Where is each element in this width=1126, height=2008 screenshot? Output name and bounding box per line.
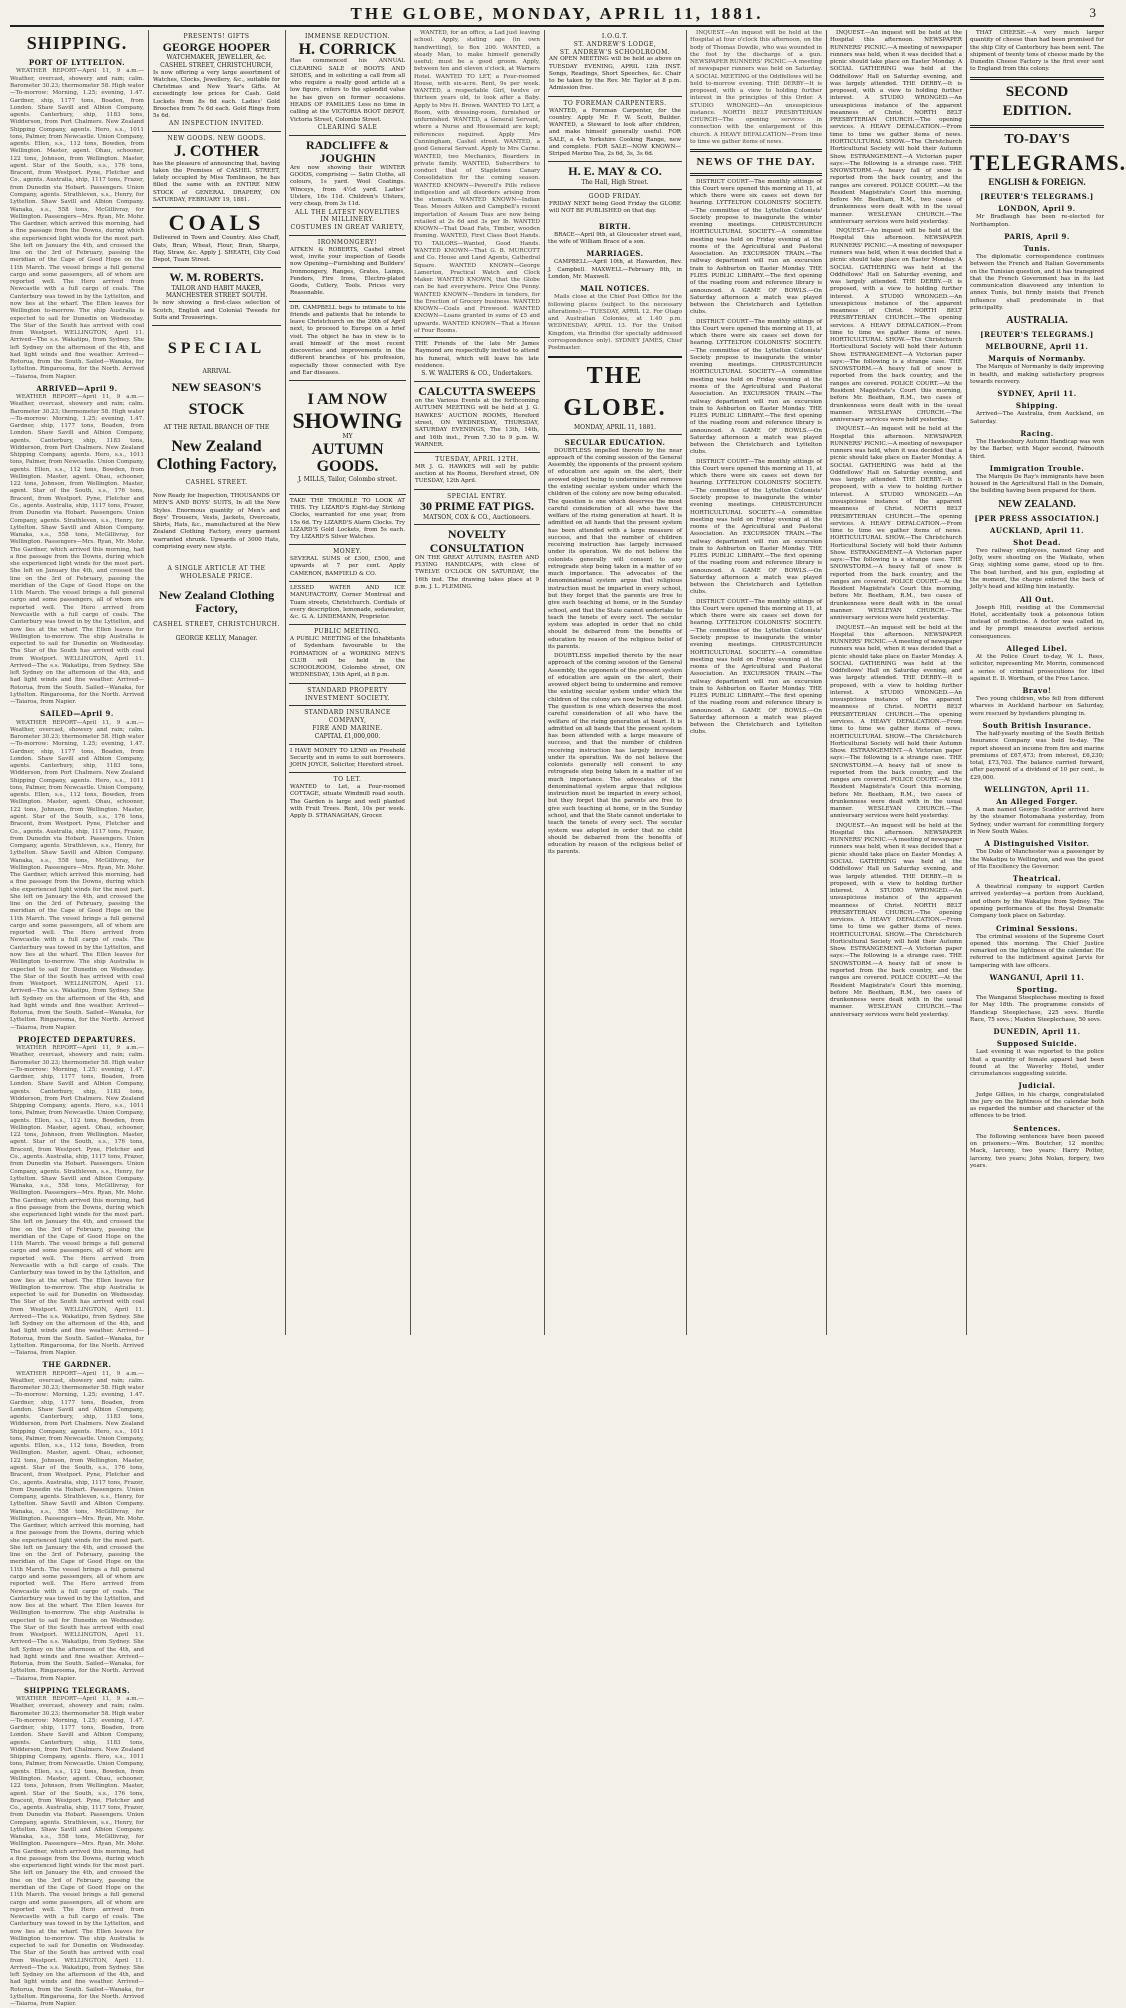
theatrical-heading: Theatrical. (1012, 874, 1062, 884)
shipping-text-repeat: WEATHER REPORT—April 11, 9 a.m.—Weather, overcast, showery and rain; calm. Barometer 30.23; thermometer 58. High water—To-morrow: Morning, 1.25; evening, 1.47. Gardner, ship, 1177 tons, Boaden, from London. Shaw Savill and Albion Company, agents. Canterbury, ship, 1183 tons, Widderson, from Port Chalmers. New Zealand Shipping Company, agents. Hero, s.s., 1011 tons, Palmer, from Newcastle. Union Company, agents. Ellen, s.s., 112 tons, Bowden, from Wellington. Master, agent. Ohau, schooner, 122 tons, Johnson, from Wellington. Master, agent. Star of the South, s.s., 176 tons, Bracent, from Westport. Pyne, Fletcher and Co., agents. Australia, ship, 1117 tons, Frazer, from Dunedin via Hobart. Passengers. Union Company, agents. Strathleven, s.s., Henry, for Lyttelton. Shaw Savill and Albion Company. Wanaka, s.s., 558 tons, McGillivray, for Wellington. Passengers—Mrs. Ryan, Mr. Mohr. The Gardner, which arrived this morning, had a fine passage from the Downs, during which she experienced light winds for the most part. She left on January the 4th, and crossed the line on the 3rd of February, passing the meridian of the Cape of Good Hope on the 11th March. The vessel brings a full general cargo and some passengers, all of whom are reported well. The Hero arrived from Newcastle with a full cargo of coals. The Canterbury was towed in by the Lyttelton, and now lies at the wharf. The Ellen leaves for Wellington to-morrow. The ship Australia is expected to sail for Dunedin on Wednesday. The Star of the South has arrived with coal from Westport. WELLINGTON, April 11. Arrived—The s.s. Wakatipu, from Sydney. She left Sydney on the afternoon of the 4th, and had light winds and fine weather. Arrived—Rotorua, from the South. Sailed—Wanaka, for Lyttelton. Ringarooma, for the North. Arrived—Taiaroa, from Napier. (10, 1370, 144, 1682)
shipping-text-repeat: WEATHER REPORT—April 11, 9 a.m.—Weather, overcast, showery and rain; calm. Barometer 30.23; thermometer 58. High water—To-morrow: Morning, 1.25; evening, 1.47. Gardner, ship, 1177 tons, Boaden, from London. Shaw Savill and Albion Company, agents. Canterbury, ship, 1183 tons, Widderson, from Port Chalmers. New Zealand Shipping Company, agents. Hero, s.s., 1011 tons, Palmer, from Newcastle. Union Company, agents. Ellen, s.s., 112 tons, Bowden, from Wellington. Master, agent. Ohau, schooner, 122 tons, Johnson, from Wellington. Master, agent. Star of the South, s.s., 176 tons, Bracent, from Westport. Pyne, Fletcher and Co., agents. Australia, ship, 1117 tons, Frazer, from Dunedin via Hobart. Passengers. Union Company, agents. Strathleven, s.s., Henry, for Lyttelton. Shaw Savill and Albion Company. Wanaka, s.s., 558 tons, McGillivray, for Wellington. Passengers—Mrs. Ryan, Mr. Mohr. The Gardner, which arrived this morning, had a fine passage from the Downs, during which she experienced light winds for the most part. She left on January the 4th, and crossed the line on the 3rd of February, passing the meridian of the Cape of Good Hope on the 11th March. The vessel brings a full general cargo and some passengers, all of whom are reported well. The Hero arrived from Newcastle with a full cargo of coals. The Canterbury was towed in by the Lyttelton, and now lies at the wharf. The Ellen leaves for Wellington to-morrow. The ship Australia is expected to sail for Dunedin on Wednesday. The Star of the South has arrived with coal from Westport. WELLINGTON, April 11. Arrived—The s.s. Wakatipu, from Sydney. She left Sydney on the afternoon of the 4th, and had light winds and fine weather. Arrived—Rotorua, from the South. Sailed—Wanaka, for Lyttelton. Ringarooma, for the North. Arrived—Taiaroa, from Napier. (10, 394, 144, 706)
lindemann-text: LESSED WATER AND ICE MANUFACTORY, Corner Montreal and Tuam streets, Christchurch. Cordials of every description, lemonade, sodawater, &c. G. A. LINDEMANN, Proprietor. (290, 585, 405, 621)
showing-text: Now Ready for Inspection, THOUSANDS OF MEN'S AND BOYS' SUITS, In all the New Styles. Enormous quantity of Men's and Boys' Trousers, Vests, Jackets, Overcoats, Shirts, Hats, &c., manufactured at the New Zealand Clothing Factory, every garment warranted shrunk. Upwards of 3000 Hats, comprising every new style. (153, 493, 280, 550)
all-out-text: Joseph Hill, residing at the Commercial Hotel, accidentally took a poisonous lotion instead of medicine. A doctor was called in, and by prompt measures averted serious consequences. (970, 604, 1104, 640)
sporting-heading: Sporting. (1016, 985, 1058, 995)
shot-heading: Shot Dead. (1013, 537, 1061, 547)
reuter-label: [REUTER'S TELEGRAMS.] (980, 192, 1094, 202)
roberts-name: W. M. ROBERTS. (169, 270, 264, 285)
may-name: H. E. MAY & CO. (568, 164, 662, 179)
immigration-text: The Marquis De Ray's immigrants have been housed in the Agricultural Hall in the Domain, the building having been prepared for them. (970, 473, 1104, 495)
column-telegrams (970, 30, 1126, 1335)
local-text: INQUEST.—An inquest will be held at the Hospital this afternoon. NEWSPAPER RUNNERS' PICNIC.—A meeting of newspaper runners was held, when it was decided that a picnic should take place on Easter Monday. A SOCIAL GATHERING was held at the Oddfellows' Hall on Saturday evening, and was largely attended. THE DERBY.—It is proposed, with a view to holding further interest. A STUDIO WRONGED.—An unsuspicious instance of the apparent meanness of Christ. NORTH BELT PRESBYTERIAN CHURCH.—The opening services. A HEAVY DEFALCATION.—From time to time we gather items of news. HORTICULTURAL SHOW.—The Christchurch Horticultural Society will hold their Autumn Show. ESTRANGEMENT.—A Victorian paper says:—The following is a strange case. THE SNOWSTORM.—A heavy fall of snow is reported from the back country, and the ranges are covered. POLICE COURT.—At the Resident Magistrate's Court this morning, before Mr. Beetham, R.M., two cases of drunkenness were dealt with in the usual manner. WESLEYAN CHURCH.—The anniversary services were held yesterday. (830, 30, 962, 225)
tuesday-heading: TUESDAY, APRIL 12TH. (435, 456, 519, 464)
capital-row (290, 733, 405, 741)
column-ads-3 (289, 30, 406, 1335)
to-let-text: WANTED to Let, a Four-roomed COTTAGE, situate Windmill road south. The Garden is large and well planted with Fruit Trees. Rent, 10s per week. Apply D. STRANAGHAN, Grocer. (290, 784, 405, 820)
news-text-repeat: DISTRICT COURT—The monthly sittings of this Court were opened this morning at 11, at which there were six cases set down for hearing. LYTTELTON COLONISTS' SOCIETY.—The committee of the Lyttelton Colonists' Society propose to inaugurate the winter evening meetings. CHRISTCHURCH HORTICULTURAL SOCIETY.—A committee meeting was held on Friday evening at the rooms of the Agricultural and Pastoral Association. An EXCURSION TRAIN.—The railway department will run an excursion train to Ashburton on Easter Monday. THE FLIES PUBLIC LIBRARY.—The first opening of the reading room and reference library is announced. A GAME OF BOWLS.—On Saturday afternoon a match was played between the Christchurch and Lyttelton clubs. (690, 598, 822, 736)
suicide-heading: Supposed Suicide. (996, 1039, 1078, 1049)
season-line: NEW SEASON'S (171, 380, 262, 395)
column-rule (410, 30, 411, 1335)
press-label: [PER PRESS ASSOCIATION.] (974, 513, 1100, 523)
shot-text: Two railway employees, named Gray and Jolly, were shooting on the Waikato, when Gray, sighting some game, stood up to fire. The boat lurched, and his gun, exploding at the moment, the charge entered the back of Jolly's head and killing him instantly. (970, 547, 1104, 591)
forger-text: A man named George Scaddor arrived here by the steamer Rotomahana yesterday, from Sydney, under warrant for committing forgery in New South Wales. (970, 807, 1104, 835)
shipping-text-repeat: WEATHER REPORT—April 11, 9 a.m.—Weather, overcast, showery and rain; calm. Barometer 30.23; thermometer 58. High water—To-morrow: Morning, 1.25; evening, 1.47. Gardner, ship, 1177 tons, Boaden, from London. Shaw Savill and Albion Company, agents. Canterbury, ship, 1183 tons, Widderson, from Port Chalmers. New Zealand Shipping Company, agents. Hero, s.s., 1011 tons, Palmer, from Newcastle. Union Company, agents. Ellen, s.s., 112 tons, Bowden, from Wellington. Master, agent. Ohau, schooner, 122 tons, Johnson, from Wellington. Master, agent. Star of the South, s.s., 176 tons, Bracent, from Westport. Pyne, Fletcher and Co., agents. Australia, ship, 1117 tons, Frazer, from Dunedin via Hobart. Passengers. Union Company, agents. Strathleven, s.s., Henry, for Lyttelton. Shaw Savill and Albion Company. Wanaka, s.s., 558 tons, McGillivray, for Wellington. Passengers—Mrs. Ryan, Mr. Mohr. The Gardner, which arrived this morning, had a fine passage from the Downs, during which she experienced light winds for the most part. She left on January the 4th, and crossed the line on the 3rd of February, passing the meridian of the Cape of Good Hope on the 11th March. The vessel brings a full general cargo and some passengers, all of whom are reported well. The Hero arrived from Newcastle with a full cargo of coals. The Canterbury was towed in by the Lyttelton, and now lies at the wharf. The Ellen leaves for Wellington to-morrow. The ship Australia is expected to sail for Dunedin on Wednesday. The Star of the South has arrived with coal from Westport. WELLINGTON, April 11. Arrived—The s.s. Wakatipu, from Sydney. She left Sydney on the afternoon of the 4th, and had light winds and fine weather. Arrived—Rotorua, from the South. Sailed—Wanaka, for Lyttelton. Ringarooma, for the North. Arrived—Taiaroa, from Napier. (10, 1696, 144, 2008)
pigs-heading: SPECIAL ENTRY. (447, 492, 507, 500)
sentences-text: The following sentences have been passed on prisoners:—Wm. Boutcher, 12 months; Mack, larceny, two years; Harry Potter, larceny, two years; John Nolan, forgery, two years. (970, 1133, 1104, 1169)
local-text-repeat: INQUEST.—An inquest will be held at the Hospital this afternoon. NEWSPAPER RUNNERS' PICNIC.—A meeting of newspaper runners was held, when it was decided that a picnic should take place on Easter Monday. A SOCIAL GATHERING was held at the Oddfellows' Hall on Saturday evening, and was largely attended. THE DERBY.—It is proposed, with a view to holding further interest. A STUDIO WRONGED.—An unsuspicious instance of the apparent meanness of Christ. NORTH BELT PRESBYTERIAN CHURCH.—The opening services. A HEAVY DEFALCATION.—From time to time we gather items of news. HORTICULTURAL SHOW.—The Christchurch Horticultural Society will hold their Autumn Show. ESTRANGEMENT.—A Victorian paper says:—The following is a strange case. THE SNOWSTORM.—A heavy fall of snow is reported from the back country, and the ranges are covered. POLICE COURT.—At the Resident Magistrate's Court this morning, before Mr. Beetham, R.M., two cases of drunkenness were dealt with in the usual manner. WESLEYAN CHURCH.—The anniversary services were held yesterday. (830, 426, 962, 622)
retail-line: AT THE RETAIL BRANCH OF THE (163, 424, 270, 432)
gardner-heading: THE GARDNER. (42, 1360, 112, 1370)
schoolroom: ST. ANDREW'S SCHOOLROOM. (559, 48, 671, 56)
capital-value: £1,000,000. (343, 732, 381, 740)
mail-heading: MAIL NOTICES. (580, 284, 650, 294)
marriages-text: CAMPBELL—April 10th, at Hawarden, Rev. J. Campbell. MAXWELL—February 8th, in London, Mr. Maxwell. (548, 259, 682, 280)
corrick-close: CLEARING SALE (317, 123, 378, 131)
calcutta-text: on the Various Events at the forthcoming AUTUMN MEETING will be held at J. G. HAWKES' AUCTION ROOMS, Hereford street, ON WEDNESDAY, THURSDAY, SATURDAY EVENINGS, The 13th, 14th, and 16th inst., From 7.30 to 9 p.m. W. WARNER. (415, 398, 539, 448)
news-text-repeat: DISTRICT COURT—The monthly sittings of this Court were opened this morning at 11, at which there were six cases set down for hearing. LYTTELTON COLONISTS' SOCIETY.—The committee of the Lyttelton Colonists' Society propose to inaugurate the winter evening meetings. CHRISTCHURCH HORTICULTURAL SOCIETY.—A committee meeting was held on Friday evening at the rooms of the Agricultural and Pastoral Association. An EXCURSION TRAIN.—The railway department will run an excursion train to Ashburton on Easter Monday. THE FLIES PUBLIC LIBRARY.—The first opening of the reading room and reference library is announced. A GAME OF BOWLS.—On Saturday afternoon a match was played between the Christchurch and Lyttelton clubs. (690, 458, 822, 596)
hawkes-text: MR J. G. HAWKES will sell by public auction at his Rooms, Hereford street, ON TUESDAY, 12th April. (415, 463, 539, 485)
money-heading: MONEY. (333, 548, 362, 556)
bravo-text: Two young children, who fell from different wharves in Auckland harbour on Saturday, were rescued by bystanders plunging in. (970, 696, 1104, 717)
hooper-name: GEORGE HOOPER (162, 39, 271, 54)
arrival-line: ARRIVAL (202, 367, 231, 375)
london-dateline: LONDON, April 9. (998, 204, 1076, 214)
fleming-text: ON THE GREAT AUTUMN, EASTER AND FLYING HANDICAPS, with close of TWELVE O'CLOCK ON SATURDAY, the 16th inst. The drawing takes place at 9 p.m. J. L. FLEMING. (415, 554, 539, 590)
todays: TO-DAY'S (1004, 131, 1070, 147)
second-edition: SECOND EDITION. (1002, 83, 1072, 120)
column-ads-2 (152, 30, 281, 1335)
news-text-repeat: DISTRICT COURT—The monthly sittings of this Court were opened this morning at 11, at which there were six cases set down for hearing. LYTTELTON COLONISTS' SOCIETY.—The committee of the Lyttelton Colonists' Society propose to inaugurate the winter evening meetings. CHRISTCHURCH HORTICULTURAL SOCIETY.—A committee meeting was held on Friday evening at the rooms of the Agricultural and Pastoral Association. An EXCURSION TRAIN.—The railway department will run an excursion train to Ashburton on Easter Monday. THE FLIES PUBLIC LIBRARY.—The first opening of the reading room and reference library is announced. A GAME OF BOWLS.—On Saturday afternoon a match was played between the Christchurch and Lyttelton clubs. (690, 318, 822, 456)
good-friday-heading: GOOD FRIDAY. (588, 193, 642, 201)
shipping-text-repeat: WEATHER REPORT—April 11, 9 a.m.—Weather, overcast, showery and rain; calm. Barometer 30.23; thermometer 58. High water—To-morrow: Morning, 1.25; evening, 1.47. Gardner, ship, 1177 tons, Boaden, from London. Shaw Savill and Albion Company, agents. Canterbury, ship, 1183 tons, Widderson, from Port Chalmers. New Zealand Shipping Company, agents. Hero, s.s., 1011 tons, Palmer, from Newcastle. Union Company, agents. Ellen, s.s., 112 tons, Bowden, from Wellington. Master, agent. Ohau, schooner, 122 tons, Johnson, from Wellington. Master, agent. Star of the South, s.s., 176 tons, Bracent, from Westport. Pyne, Fletcher and Co., agents. Australia, ship, 1117 tons, Frazer, from Dunedin via Hobart. Passengers. Union Company, agents. Strathleven, s.s., Henry, for Lyttelton. Shaw Savill and Albion Company. Wanaka, s.s., 558 tons, McGillivray, for Wellington. Passengers—Mrs. Ryan, Mr. Mohr. The Gardner, which arrived this morning, had a fine passage from the Downs, during which she experienced light winds for the most part. She left on January the 4th, and crossed the line on the 3rd of February, passing the meridian of the Cape of Good Hope on the 11th March. The vessel brings a full general cargo and some passengers, all of whom are reported well. The Hero arrived from Newcastle with a full cargo of coals. The Canterbury was towed in by the Lyttelton, and now lies at the wharf. The Ellen leaves for Wellington to-morrow. The ship Australia is expected to sail for Dunedin on Wednesday. The Star of the South has arrived with coal from Westport. WELLINGTON, April 11. Arrived—The s.s. Wakatipu, from Sydney. She left Sydney on the afternoon of the 4th, and had light winds and fine weather. Arrived—Rotorua, from the South. Sailed—Wanaka, for Lyttelton. Ringarooma, for the North. Arrived—Taiaroa, from Napier. (10, 719, 144, 1031)
globe-date: MONDAY, APRIL 11, 1881. (548, 424, 682, 435)
editorial-text-repeat: DOUBTLESS impelled thereto by the near approach of the coming session of the General Assembly, the opponents of the present system of education are again on the alert, their avowed object being to undermine and remove the existing secular system under which the children of the colony are now being educated. The question is one which deserves the most careful consideration of all who have the welfare of the rising generation at heart. It is admitted on all hands that the present system has been attended with a large measure of success, and that the number of children receiving instruction has largely increased under its operation. We do not believe the colonists generally will consent to any retrograde step being taken in a matter of so much importance. The advocates of the denominational system argue that religious instruction must be imparted in every school, but they forget that the parents are free to give such teaching at home, or in the Sunday school, and that the State cannot undertake to teach the tenets of every sect. The secular system was adopted in order that no child should be debarred from the benefits of education by reason of the religious belief of its parents. (548, 653, 682, 856)
property-heading: STANDARD PROPERTY INVESTMENT SOCIETY. (304, 686, 391, 702)
showing-big: SHOWING (292, 407, 403, 433)
radcliffe-text: Are now showing their WINTER GOODS, comprising — Satin Cloths, all colours, 1s yard. Wool Coatings. Winceys, from 4½d yard. Ladies' Ulsters, 16s 11d. Children's Ulsters, very cheap, from 3s 11d. (290, 164, 405, 208)
nz-line: New Zealand (171, 438, 262, 456)
visitor-heading: A Distinguished Visitor. (984, 839, 1090, 849)
column-rule (544, 30, 545, 1335)
immigration-heading: Immigration Trouble. (989, 463, 1085, 473)
column-notices (548, 30, 682, 1335)
libel-heading: Alleged Libel. (1006, 643, 1068, 653)
visitor-text: The Duke of Manchester was a passenger by the Wakatipu to Wellington, and was the guest of His Excellency the Governor. (970, 849, 1104, 870)
racing-heading: Racing. (1020, 428, 1054, 438)
ironmongery-heading: IRONMONGERY! (317, 238, 378, 246)
capital-label: CAPITAL (314, 732, 343, 740)
hooper-address: CASHEL STREET, CHRISTCHURCH, (160, 61, 273, 69)
telegrams-title: TELEGRAMS. (970, 149, 1126, 175)
money-lend-text: I HAVE MONEY TO LEND on Freehold Security and in sums to suit borrowers. JOHN JOYCE, Solicitor, Hereford street. (290, 747, 405, 769)
campbell-text: DR. CAMPBELL begs to intimate to his friends and patients that he intends to leave Christchurch on the 20th of April next, to proceed to Europe on a brief visit. The object he has in view is to avail himself of the most recent discoveries and improvements in the different branches of his profession, especially those connected with Eye and Ear diseases. (290, 304, 405, 376)
normanby-heading: Marquis of Normanby. (988, 354, 1086, 364)
telegrams-heading: SHIPPING TELEGRAMS. (23, 1685, 131, 1695)
novelties-line: ALL THE LATEST NOVELTIES IN MILLINERY. (294, 208, 401, 224)
column-rule (966, 30, 967, 1335)
shipping-heading: SHIPPING. (26, 33, 128, 53)
editorial-heading: SECULAR EDUCATION. (564, 437, 666, 447)
fleming-heading: NOVELTY CONSULTATION (429, 527, 525, 555)
column-rule (285, 30, 286, 1335)
reuter-label-2: [REUTER'S TELEGRAMS.] (980, 330, 1094, 340)
criminal-text: The criminal sessions of the Supreme Court opened this morning. The Chief Justice remarked on the lightness of the calendar. He referred to the indictment against Jarvis for tampering with law officers. (970, 933, 1104, 969)
judicial-heading: Judicial. (1018, 1081, 1056, 1091)
insurance-text: The half-yearly meeting of the South British Insurance Company was held to-day. The report showed an income from fire and marine premiums of £67,473; from interest, £6,230; total, £73,703. The balance carried forward, after payment of a dividend of 10 per cent., is £29,000. (970, 731, 1104, 781)
arrived-heading: ARRIVED—April 9. (36, 383, 118, 393)
births-text: BRACE—April 9th, at Gloucester street east, the wife of William Brace of a son. (548, 231, 682, 246)
coals-text: Delivered in Town and Country. Also Chaff, Oats, Bran, Wheat, Flour, Bran, Sharps, Hay, Straw, &c. Apply J. SHEATH, City Coal Depot, Tuam Street. (153, 235, 280, 264)
shipping-text: WEATHER REPORT—April 11, 9 a.m.—Weather, overcast, showery and rain; calm. Barometer 30.23; thermometer 58. High water—To-morrow: Morning, 1.25; evening, 1.47. Gardner, ship, 1177 tons, Boaden, from London. Shaw Savill and Albion Company, agents. Canterbury, ship, 1183 tons, Widderson, from Port Chalmers. New Zealand Shipping Company, agents. Hero, s.s., 1011 tons, Palmer, from Newcastle. Union Company, agents. Ellen, s.s., 112 tons, Bowden, from Wellington. Master, agent. Ohau, schooner, 122 tons, Johnson, from Wellington. Master, agent. Star of the South, s.s., 176 tons, Bracent, from Westport. Pyne, Fletcher and Co., agents. Australia, ship, 1117 tons, Frazer, from Dunedin via Hobart. Passengers. Union Company, agents. Strathleven, s.s., Henry, for Lyttelton. Shaw Savill and Albion Company. Wanaka, s.s., 558 tons, McGillivray, for Wellington. Passengers—Mrs. Ryan, Mr. Mohr. The Gardner, which arrived this morning, had a fine passage from the Downs, during which she experienced light winds for the most part. She left on January the 4th, and crossed the line on the 3rd of February, passing the meridian of the Cape of Good Hope on the 11th March. The vessel brings a full general cargo and some passengers, all of whom are reported well. The Hero arrived from Newcastle with a full cargo of coals. The Canterbury was towed in by the Lyttelton, and now lies at the wharf. The Ellen leaves for Wellington to-morrow. The ship Australia is expected to sail for Dunedin on Wednesday. The Star of the South has arrived with coal from Westport. WELLINGTON, April 11. Arrived—The s.s. Wakatipu, from Sydney. She left Sydney on the afternoon of the 4th, and had light winds and fine weather. Arrived—Rotorua, from the South. Sailed—Wanaka, for Lyttelton. Ringarooma, for the North. Arrived—Taiaroa, from Napier. (10, 68, 144, 380)
money-text: SEVERAL SUMS of £300, £500, and upwards at 7 per cent. Apply CAMERON, BAMFIELD & CO. (290, 556, 405, 577)
cother-name: J. COTHER (173, 143, 260, 161)
matson-line: MATSON, COX & CO., Auctioneers. (423, 513, 531, 521)
projected-heading: PROJECTED DEPARTURES. (18, 1034, 136, 1044)
fire-marine: FIRE AND MARINE. (312, 724, 383, 732)
shipping-telegram: Arrived—The Australia, from Auckland, on Saturday. (970, 411, 1104, 425)
aitken-text: AITKEN & ROBERTS, Cashel street west, invite your inspection of Goods now Opening—Furnishing and Builders' Ironmongery, Ranges, Grates, Lamps, Fenders, Fire Irons, Electro-plated Goods, Cutlery, Tools. Prices very Reasonable. (290, 246, 405, 297)
to-let-heading: TO LET. (333, 776, 362, 784)
local-text-repeat: INQUEST.—An inquest will be held at the Hospital this afternoon. NEWSPAPER RUNNERS' PICNIC.—A meeting of newspaper runners was held, when it was decided that a picnic should take place on Easter Monday. A SOCIAL GATHERING was held at the Oddfellows' Hall on Saturday evening, and was largely attended. THE DERBY.—It is proposed, with a view to holding further interest. A STUDIO WRONGED.—An unsuspicious instance of the apparent meanness of Christ. NORTH BELT PRESBYTERIAN CHURCH.—The opening services. A HEAVY DEFALCATION.—From time to time we gather items of news. HORTICULTURAL SHOW.—The Christchurch Horticultural Society will hold their Autumn Show. ESTRANGEMENT.—A Victorian paper says:—The following is a strange case. THE SNOWSTORM.—A heavy fall of snow is reported from the back country, and the ranges are covered. POLICE COURT.—At the Resident Magistrate's Court this morning, before Mr. Beetham, R.M., two cases of drunkenness were dealt with in the usual manner. WESLEYAN CHURCH.—The anniversary services were held yesterday. (830, 624, 962, 820)
bravo-heading: Bravo! (1022, 686, 1052, 696)
coals-heading: COALS (168, 210, 265, 236)
new-goods: NEW GOODS. NEW GOODS. (167, 135, 266, 143)
showing-by: MY (342, 433, 353, 441)
funeral-notice: THE Friends of the late Mr James Raymond are respectfully invited to attend his funeral, which will leave his late residence. (415, 341, 539, 369)
news-heading: NEWS OF THE DAY. (696, 156, 816, 169)
pigs-line: 30 PRIME FAT PIGS. (419, 499, 534, 514)
news-text: DISTRICT COURT—The monthly sittings of this Court were opened this morning at 11, at which there were six cases set down for hearing. LYTTELTON COLONISTS' SOCIETY.—The committee of the Lyttelton Colonists' Society propose to inaugurate the winter evening meetings. CHRISTCHURCH HORTICULTURAL SOCIETY.—A committee meeting was held on Friday evening at the rooms of the Agricultural and Pastoral Association. An EXCURSION TRAIN.—The railway department will run an excursion train to Ashburton on Easter Monday. THE FLIES PUBLIC LIBRARY.—The first opening of the reading room and reference library is announced. A GAME OF BOWLS.—On Saturday afternoon a match was played between the Christchurch and Lyttelton clubs. (690, 178, 822, 316)
shipping-subheading: Shipping. (1015, 401, 1059, 411)
cashel-line: CASHEL STREET. (185, 479, 248, 487)
factory-line: Clothing Factory, (156, 455, 277, 473)
manager-line: GEORGE KELLY, Manager. (175, 634, 258, 642)
auckland-dateline: AUCKLAND, April 11. (989, 525, 1085, 535)
judicial-text: Judge Gillies, in his charge, congratulated the jury on the lightness of the calendar both as regarded the number and character of the offences to be tried. (970, 1091, 1104, 1120)
mills-line: J. MILLS, Tailor, Colombo street. (297, 476, 398, 484)
good-friday-text: FRIDAY NEXT being Good Friday the GLOBE will NOT BE PUBLISHED on that day. (549, 201, 681, 215)
meeting-heading: PUBLIC MEETING. (314, 628, 381, 636)
masthead-title: THE GLOBE, MONDAY, APRIL 11, 1881. (350, 4, 764, 23)
sentences-heading: Sentences. (1013, 1123, 1061, 1133)
theatrical-text: A theatrical company to support Carden arrived yesterday—a portion from Auckland, and others by the Wakatipu from Sydney. The opening performance of the Royal Dramatic Company took place on Saturday. (970, 884, 1104, 920)
criminal-heading: Criminal Sessions. (996, 923, 1078, 933)
sporting-text: The Wanganui Steeplechase meeting is fixed for May 18th. The programme consists of Handicap Steeplechase, 225 sovs. Hurdle Race, 75 sovs.; Maiden Steeplechase, 50 sovs. (970, 995, 1104, 1023)
wellington-dateline: WELLINGTON, April 11. (984, 784, 1090, 794)
bradlaugh-text: Mr Bradlaugh has been re-elected for Northampton. (970, 214, 1104, 228)
meeting-text: AN OPEN MEETING will be held as above on TUESDAY EVENING, APRIL 12th INST. Songs, Readings, Short Speeches, &c. Chair to be taken by the Rev. Mr. Taylor at 8 p.m. Admission free. (549, 56, 681, 92)
australia-heading: AUSTRALIA. (1006, 315, 1068, 327)
roberts-trade: TAILOR AND HABIT MAKER, MANCHESTER STREET SOUTH. (165, 284, 268, 300)
calcutta-heading: CALCUTTA SWEEPS (418, 384, 536, 399)
english-foreign: ENGLISH & FOREIGN. (988, 177, 1086, 188)
wanted-ads: WANTED, for an office, a Lad just leaving school. Apply, stating age (in own handwriting), to Box 200. WANTED, a steady Man, to make himself generally useful; must be a good groom. Apply, between ten and eleven o'clock, at Warners Hotel. WANTED TO LET, a Four-roomed House, with six-acre. Rent, 9s per week. WANTED, a respectable Girl, twelve or thirteen years old, to look after a Baby. Apply to Mrs H. Brown. WANTED TO LET, a Room, with dressing-room, furnished or unfurnished. WANTED, a General Servant, where a Nurse and Housemaid are kept; references required. Apply Mrs Cunningham, Cashel street. WANTED, a good General Servant. Apply to Mrs Carne. WANTED, two Mechanics, Boarders in private family. WANTED, Subscribers to conduct that of Stapletons Canary Consolidation for the coming season. WANTED KNOWN—Peverell's Pills relieve indigestion and all disorders arising from the stomach. WANTED KNOWN—Indian Teas. Messrs Aitken and Campbell's recent importation of Assam Teas are now being retailed at 2s 6d and 3s per lb. WANTED KNOWN—That Dead Fats, Timber, wooden framing. WANTED, First Class Boot Hands. TO TAILORS—Wanted, Good Hands. WANTED KNOWN—That G. B. MURCOTT and Co. House and Land Agents, Cathedral Square. WANTED KNOWN—George Lamerton, Practical Watch and Clock Maker. WANTED KNOWN, that the Globe can be had everywhere. Price One Penny. WANTED KNOWN—Tenders in tenders, for the Erection of Grocery business. WANTED KNOWN—Coals and Firewood. WANTED KNOWN—Loans granted in sums of £5 and upwards. WANTED KNOWN—That a House of Four Rooms. (414, 30, 540, 334)
nz-clothing-line: New Zealand Clothing (158, 587, 275, 602)
paris-dateline: PARIS, April 9. (1004, 231, 1070, 241)
wholesale-heading: A SINGLE ARTICLE AT THE WHOLESALE PRICE. (167, 565, 266, 580)
normanby-text: The Marquis of Normanby is daily improving in health, and making satisfactory progress towards recovery. (970, 364, 1104, 385)
showing-head: I AM NOW (307, 391, 388, 409)
masthead (10, 3, 1104, 27)
marriages-heading: MARRIAGES. (586, 249, 644, 259)
all-out-heading: All Out. (1019, 594, 1055, 604)
immense-line: IMMENSE REDUCTION. (304, 33, 391, 40)
news-top-text: INQUEST.—An inquest will be held at the Hospital at four o'clock this afternoon, on the body of Thomas Dowdle, who was wounded in the foot by the discharge of a gun. NEWSPAPER RUNNERS' PICNIC.—A meeting of newspaper runners was held on Saturday. A SOCIAL MEETING of the Oddfellows will be held to-morrow evening. THE DERBY—It is proposed, with a view to holding further interest in the principles of this Order. A STUDIO WRONGED—An unsuspicious instance. NORTH BELT PRESBYTERIAN CHURCH—The opening services in connection with the enlargement of this church. A HEAVY DEFALCATION—From time to time we gather items of news. (690, 30, 822, 145)
column-shipping (10, 30, 144, 2008)
roberts-text: Is now showing a first-class selection of Scotch, English and Colonial Tweeds for Suits and Trouserings. (153, 300, 280, 321)
presents-heading: PRESENTS! GIFTS (183, 33, 250, 40)
insurance-heading: STANDARD INSURANCE COMPANY, (304, 709, 391, 725)
local-text-repeat: INQUEST.—An inquest will be held at the Hospital this afternoon. NEWSPAPER RUNNERS' PICNIC.—A meeting of newspaper runners was held, when it was decided that a picnic should take place on Easter Monday. A SOCIAL GATHERING was held at the Oddfellows' Hall on Saturday evening, and was largely attended. THE DERBY.—It is proposed, with a view to holding further interest. A STUDIO WRONGED.—An unsuspicious instance of the apparent meanness of Christ. NORTH BELT PRESBYTERIAN CHURCH.—The opening services. A HEAVY DEFALCATION.—From time to time we gather items of news. HORTICULTURAL SHOW.—The Christchurch Horticultural Society will hold their Autumn Show. ESTRANGEMENT.—A Victorian paper says:—The following is a strange case. THE SNOWSTORM.—A heavy fall of snow is reported from the back country, and the ranges are covered. POLICE COURT.—At the Resident Magistrate's Court this morning, before Mr. Beetham, R.M., two cases of drunkenness were dealt with in the usual manner. WESLEYAN CHURCH.—The anniversary services were held yesterday. (830, 822, 962, 1018)
mail-text: Mails close at the Chief Post Office for the following places (subject to the necessary alterations):— TUESDAY, APRIL 12. For Otago and Australian Colonies, at 1.40 p.m. WEDNESDAY, APRIL 13. For the United Kingdom, via Brindisi (for specially addressed correspondence only). SYDNEY JAMES, Chief Postmaster. (548, 294, 682, 352)
column-local (830, 30, 962, 1335)
costumes-line: COSTUMES IN GREAT VARIETY, (290, 224, 405, 232)
tunis-heading: Tunis. (1023, 243, 1051, 253)
lodge: ST. ANDREW'S LODGE, (573, 40, 657, 48)
corrick-text: Has commenced his ANNUAL CLEARING SALE of BOOTS AND SHOES, and in soliciting a call from all who require a really good article at a low figure, refers to the splendid value he has given on former occasions. HEADS OF FAMILIES Less no time in calling at the VICTORIA BOOT DEPOT, Victoria Street, Colombo Street. (290, 58, 405, 123)
cother-text: has the pleasure of announcing that, having taken the Premises of CASHEL STREET, lately occupied by Miss Tomlinson, he has filled the same with an ENTIRE NEW STOCK of GENERAL DRAPERY, ON SATURDAY, FEBRUARY 19, 1881. (153, 160, 280, 203)
melbourne-dateline: MELBOURNE, April 11. (985, 342, 1089, 352)
shipping-text-repeat: WEATHER REPORT—April 11, 9 a.m.—Weather, overcast, showery and rain; calm. Barometer 30.23; thermometer 58. High water—To-morrow: Morning, 1.25; evening, 1.47. Gardner, ship, 1177 tons, Boaden, from London. Shaw Savill and Albion Company, agents. Canterbury, ship, 1183 tons, Widderson, from Port Chalmers. New Zealand Shipping Company, agents. Hero, s.s., 1011 tons, Palmer, from Newcastle. Union Company, agents. Ellen, s.s., 112 tons, Bowden, from Wellington. Master, agent. Ohau, schooner, 122 tons, Johnson, from Wellington. Master, agent. Star of the South, s.s., 176 tons, Bracent, from Westport. Pyne, Fletcher and Co., agents. Australia, ship, 1117 tons, Frazer, from Dunedin via Hobart. Passengers. Union Company, agents. Strathleven, s.s., Henry, for Lyttelton. Shaw Savill and Albion Company. Wanaka, s.s., 558 tons, McGillivray, for Wellington. Passengers—Mrs. Ryan, Mr. Mohr. The Gardner, which arrived this morning, had a fine passage from the Downs, during which she experienced light winds for the most part. She left on January the 4th, and crossed the line on the 3rd of February, passing the meridian of the Cape of Good Hope on the 11th March. The vessel brings a full general cargo and some passengers, all of whom are reported well. The Hero arrived from Newcastle with a full cargo of coals. The Canterbury was towed in by the Lyttelton, and now lies at the wharf. The Ellen leaves for Wellington to-morrow. The ship Australia is expected to sail for Dunedin on Wednesday. The Star of the South has arrived with coal from Westport. WELLINGTON, April 11. Arrived—The s.s. Wakatipu, from Sydney. She left Sydney on the afternoon of the 4th, and had light winds and fine weather. Arrived—Rotorua, from the South. Sailed—Wanaka, for Lyttelton. Ringarooma, for the North. Arrived—Taiaroa, from Napier. (10, 1045, 144, 1357)
suicide-text: Last evening it was reported to the police that a quantity of female apparel had been found at the Waverley Hotel, under circumstances suggesting suicide. (970, 1049, 1104, 1078)
wanganui-dateline: WANGANUI, April 11. (989, 972, 1085, 982)
cashel2-line: CASHEL STREET, CHRISTCHURCH. (153, 621, 280, 629)
editorial-text: DOUBTLESS impelled thereto by the near approach of the coming session of the General Assembly, the opponents of the present system of education are again on the alert, their avowed object being to undermine and remove the existing secular system under which the children of the colony are now being educated. The question is one which deserves the most careful consideration of all who have the welfare of the rising generation at heart. It is admitted on all hands that the present system has been attended with a large measure of success, and that the number of children receiving instruction has largely increased under its operation. We do not believe the colonists generally will consent to any retrograde step being taken in a matter of so much importance. The advocates of the denominational system argue that religious instruction must be imparted in every school, but they forget that the parents are free to give such teaching at home, or in the Sunday school, and that the State cannot undertake to teach the tenets of every sect. The secular system was adopted in order that no child should be debarred from the benefits of education by reason of the religious belief of its parents. (548, 447, 682, 650)
column-news (690, 30, 822, 1335)
radcliffe-name: RADCLIFFE & JOUGHIN (306, 137, 389, 165)
iogt: I.O.G.T. (601, 33, 629, 40)
births-heading: BIRTH. (598, 221, 632, 231)
tunis-text: The diplomatic correspondence continues between the French and Italian Governments on the Tunisian question, and it has transpired that the French Government has in its last communication disavowed any intention to annex Tunis, but firmly insists that French influence shall predominate in that principality. (970, 253, 1104, 311)
column-rule (826, 30, 827, 1335)
globe-title: THE GLOBE. (548, 356, 682, 423)
racing-text: The Hawkesbury Autumn Handicap was won by the Barber, with Major second, Falmouth third. (970, 438, 1104, 460)
factory2-line: Factory, (195, 600, 238, 615)
hooper-inspection: AN INSPECTION INVITED. (169, 120, 264, 128)
insurance-heading: South British Insurance. (982, 721, 1092, 731)
hooper-text: Is now offering a very large assortment of Watches, Clocks, Jewellery, &c., suitable for Christmas and New Year's Gifts. At exceedingly low prices for Cash. Gold Lockets from 8s 6d each. Ladies' Gold Brooches from 7s 6d each. Gold Rings from 5s 6d. (153, 69, 280, 120)
meeting-text: A PUBLIC MEETING of the Inhabitants of Sydenham favourable to the FORMATION of a WORKING MEN'S CLUB will be held in the SCHOOLROOM, Colombo street, ON WEDNESDAY, 13th April, at 8 p.m. (290, 636, 405, 679)
special-heading: SPECIAL (167, 340, 266, 358)
column-ads-4 (414, 30, 540, 1335)
sydney-dateline: SYDNEY, April 11. (997, 389, 1077, 399)
sailed-heading: SAILED—April 9. (40, 709, 114, 719)
hooper-trade: WATCHMAKER, JEWELLER, &c. (166, 53, 267, 61)
lizards-text: TAKE THE TROUBLE TO LOOK AT THIS. Try LIZARD'S Eight-day Striking Clocks, warranted for one year, from 15s 6d. Try LIZARD'S Alarm Clocks. Try LIZARD'S Gold Lockets, from 5s each. Try LIZARD'S Silver Watches. (290, 497, 405, 541)
wanted-text: WANTED, a Foreman Carpenter, for the country. Apply Mr. F. W. Scott, Builder. WANTED, a Steward to look after children, and make himself generally useful. FOR SALE, a 4-h Yorkshire Cooking Range, new and complete. FOR SALE—NOW KNOWN—Striped Merino Tea, 2s 6d, 3s, 3s 6d. (549, 107, 681, 158)
may-addr: The Hall, High Street. (581, 178, 649, 186)
carpenters-heading: TO FOREMAN CARPENTERS. (563, 99, 667, 107)
forger-heading: An Alleged Forger. (996, 797, 1078, 807)
page-number: 3 (1089, 5, 1096, 20)
undertakers: S. W. WALTERS & CO., Undertakers. (421, 370, 533, 378)
autumn-goods: AUTUMN GOODS. (311, 440, 384, 476)
column-rule (148, 30, 149, 1335)
libel-text: At the Police Court to-day, W. L. Rees, solicitor, representing Mr. Morrin, commenced a series of criminal prosecutions for libel against E. D. Wortham, of the Free Lance. (970, 654, 1104, 682)
nz-heading: NEW ZEALAND. (998, 498, 1076, 510)
stock-line: STOCK (188, 400, 245, 418)
corrick-name: H. CORRICK (298, 40, 397, 58)
local-text-repeat: INQUEST.—An inquest will be held at the Hospital this afternoon. NEWSPAPER RUNNERS' PICNIC.—A meeting of newspaper runners was held, when it was decided that a picnic should take place on Easter Monday. A SOCIAL GATHERING was held at the Oddfellows' Hall on Saturday evening, and was largely attended. THE DERBY.—It is proposed, with a view to holding further interest. A STUDIO WRONGED.—An unsuspicious instance of the apparent meanness of Christ. NORTH BELT PRESBYTERIAN CHURCH.—The opening services. A HEAVY DEFALCATION.—From time to time we gather items of news. HORTICULTURAL SHOW.—The Christchurch Horticultural Society will hold their Autumn Show. ESTRANGEMENT.—A Victorian paper says:—The following is a strange case. THE SNOWSTORM.—A heavy fall of snow is reported from the back country, and the ranges are covered. POLICE COURT.—At the Resident Magistrate's Court this morning, before Mr. Beetham, R.M., two cases of drunkenness were dealt with in the usual manner. WESLEYAN CHURCH.—The anniversary services were held yesterday. (830, 228, 962, 424)
dunedin-dateline: DUNEDIN, April 11. (993, 1027, 1081, 1037)
port-heading: PORT OF LYTTELTON. (28, 58, 126, 68)
column-rule (686, 30, 687, 1335)
cheese-text: THAT CHEESE.—A very much larger quantity of cheese than had been promised for the ship City of Canterbury has been sent. The shipment of twenty tons of cheese made by the Dunedin Cheese Factory is the first ever sent to England from this colony. (970, 30, 1104, 73)
